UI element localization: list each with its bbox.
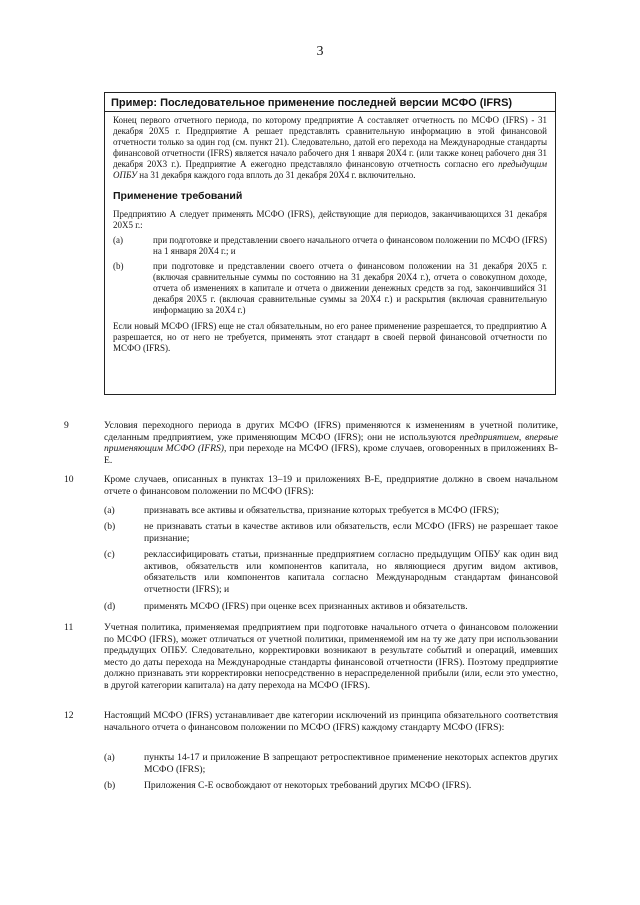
item-label: (b) xyxy=(104,521,116,532)
example-intro-emphasis: предыдущим ОПБУ xyxy=(113,159,548,180)
item-label: (a) xyxy=(113,235,123,245)
paragraph-text: Настоящий МСФО (IFRS) устанавливает две категории исключений из принципа обязательного соответствия начального отчета о финансовом положении по МСФО (IFRS) каждому стандарту МСФО (IFRS): xyxy=(104,710,558,733)
page-number: 3 xyxy=(316,44,324,59)
paragraph-10-item-a xyxy=(104,505,558,517)
paragraph-number: 12 xyxy=(64,710,74,721)
requirement-item xyxy=(105,231,555,257)
item-text: пункты 14-17 и приложение В запрещают ретроспективное применение некоторых аспектов других МСФО (IFRS); xyxy=(144,752,558,775)
requirements-intro: Предприятию А следует применять МСФО (IFRS), действующие для периодов, заканчивающихся 31 декабря 20Х5 г.: xyxy=(113,209,547,230)
item-text: при подготовке и представлении своего отчета о финансовом положении на 31 декабря 20Х5 г. (включая сравнительные суммы по состоянию на 31 декабря 20Х4 г.), отчета о совокупном доходе, отчета об изменениях в капитале и отчета о движении денежных средств за год, закончившийся 31 декабря 20Х5 г. (включая сравнительные суммы за 20Х4 г.) и раскрытия (включая сравнительную информацию за 20Х4 г.) xyxy=(153,261,547,315)
item-label: (d) xyxy=(104,601,116,612)
paragraph-emphasis: предприятием, впервые применяющим МСФО (IFRS) xyxy=(104,431,559,454)
item-text: Приложения С-Е освобождают от некоторых требований других МСФО (IFRS). xyxy=(144,780,472,791)
item-text: признавать все активы и обязательства, признание которых требуется в МСФО (IFRS); xyxy=(144,505,500,516)
example-intro xyxy=(105,112,555,181)
item-text: при подготовке и представлении своего начального отчета о финансовом положении по МСФО (IFRS) на 1 января 20Х4 г.; и xyxy=(153,235,547,256)
paragraph-10-item-d xyxy=(104,601,558,613)
requirement-item xyxy=(105,257,555,316)
item-label: (c) xyxy=(104,549,115,560)
paragraph-text: Кроме случаев, описанных в пунктах 13–19 и приложениях В-Е, предприятие должно в своем начальном отчете о финансовом положении по МСФО (IFRS): xyxy=(104,474,558,497)
item-text: реклассифицировать статьи, признанные предприятием согласно предыдущим ОПБУ как один вид активов, обязательств или компонентов капитала, но являющиеся другим видом активов, обязательств или компонентов капитала согласно Международным стандартам финансовой отчетности (IFRS); и xyxy=(144,549,558,595)
paragraph-12-item-b xyxy=(104,780,558,792)
paragraph-9 xyxy=(64,420,558,466)
paragraph-12 xyxy=(64,710,558,733)
example-intro-text: Конец первого отчетного периода, по которому предприятие А составляет отчетность по МСФО (IFRS) - 31 декабря 20Х5 г. Предприятие А решает представлять сравнительную информацию в этой финансовой отчетности только за один год (см. пункт 21). Следовательно, датой его перехода на Международные стандарты финансовой отчетности (IFRS) является начало рабочего дня 1 января 20Х4 г. (или также конец рабочего дня 31 декабря 20Х3 г.). Предприятие А ежегодно представляло финансовую отчетность согласно его xyxy=(113,115,547,169)
paragraph-12-item-a xyxy=(104,752,558,775)
paragraph-10 xyxy=(64,474,558,497)
example-title: Пример: Последовательное применение последней версии МСФО (IFRS) xyxy=(105,93,555,112)
item-label: (a) xyxy=(104,505,115,516)
paragraph-body xyxy=(104,420,558,466)
example-intro-end: на 31 декабря каждого года вплоть до 31 декабря 20Х4 г. включительно. xyxy=(139,170,416,180)
item-text: не признавать статьи в качестве активов или обязательств, если МСФО (IFRS) не разрешает такое признание; xyxy=(144,521,558,544)
example-box xyxy=(104,92,556,395)
paragraph-number: 11 xyxy=(64,622,74,633)
item-label: (a) xyxy=(104,752,115,763)
paragraph-number: 9 xyxy=(64,420,69,431)
paragraph-text: Учетная политика, применяемая предприятием при подготовке начального отчета о финансовом положении по МСФО (IFRS), может отличаться от учетной политики, применяемой им на ту же дату при использовании предыдущих ОПБУ. Следовательно, корректировки возникают в результате событий и операций, имевших место до даты перехода на Международные стандарты финансовой отчетности (IFRS). Поэтому предприятие должно признавать эти корректировки непосредственно в нераспределенной прибыли (или, если это уместно, в другой категории капитала) на дату перехода на МСФО (IFRS). xyxy=(104,622,558,691)
paragraph-text-end: , при переходе на МСФО (IFRS), кроме случаев, оговоренных в приложениях В-Е. xyxy=(104,443,558,466)
item-text: применять МСФО (IFRS) при оценке всех признанных активов и обязательств. xyxy=(144,601,468,612)
paragraph-text: Условия переходного периода в других МСФО (IFRS) применяются к изменениям в учетной политике, сделанным предприятием, уже применяющим МСФО (IFRS); они не используются xyxy=(104,420,558,443)
example-closing: Если новый МСФО (IFRS) еще не стал обязательным, но его ранее применение разрешается, то предприятию А разрешается, но от него не требуется, применять этот стандарт в своей первой финансовой отчетности по МСФО (IFRS). xyxy=(113,321,547,353)
paragraph-11 xyxy=(64,622,558,691)
paragraph-number: 10 xyxy=(64,474,74,485)
item-label: (b) xyxy=(104,780,116,791)
item-label: (b) xyxy=(113,261,124,271)
paragraph-10-item-c xyxy=(104,549,558,595)
paragraph-10-item-b xyxy=(104,521,558,544)
requirements-subtitle: Применение требований xyxy=(113,190,243,202)
